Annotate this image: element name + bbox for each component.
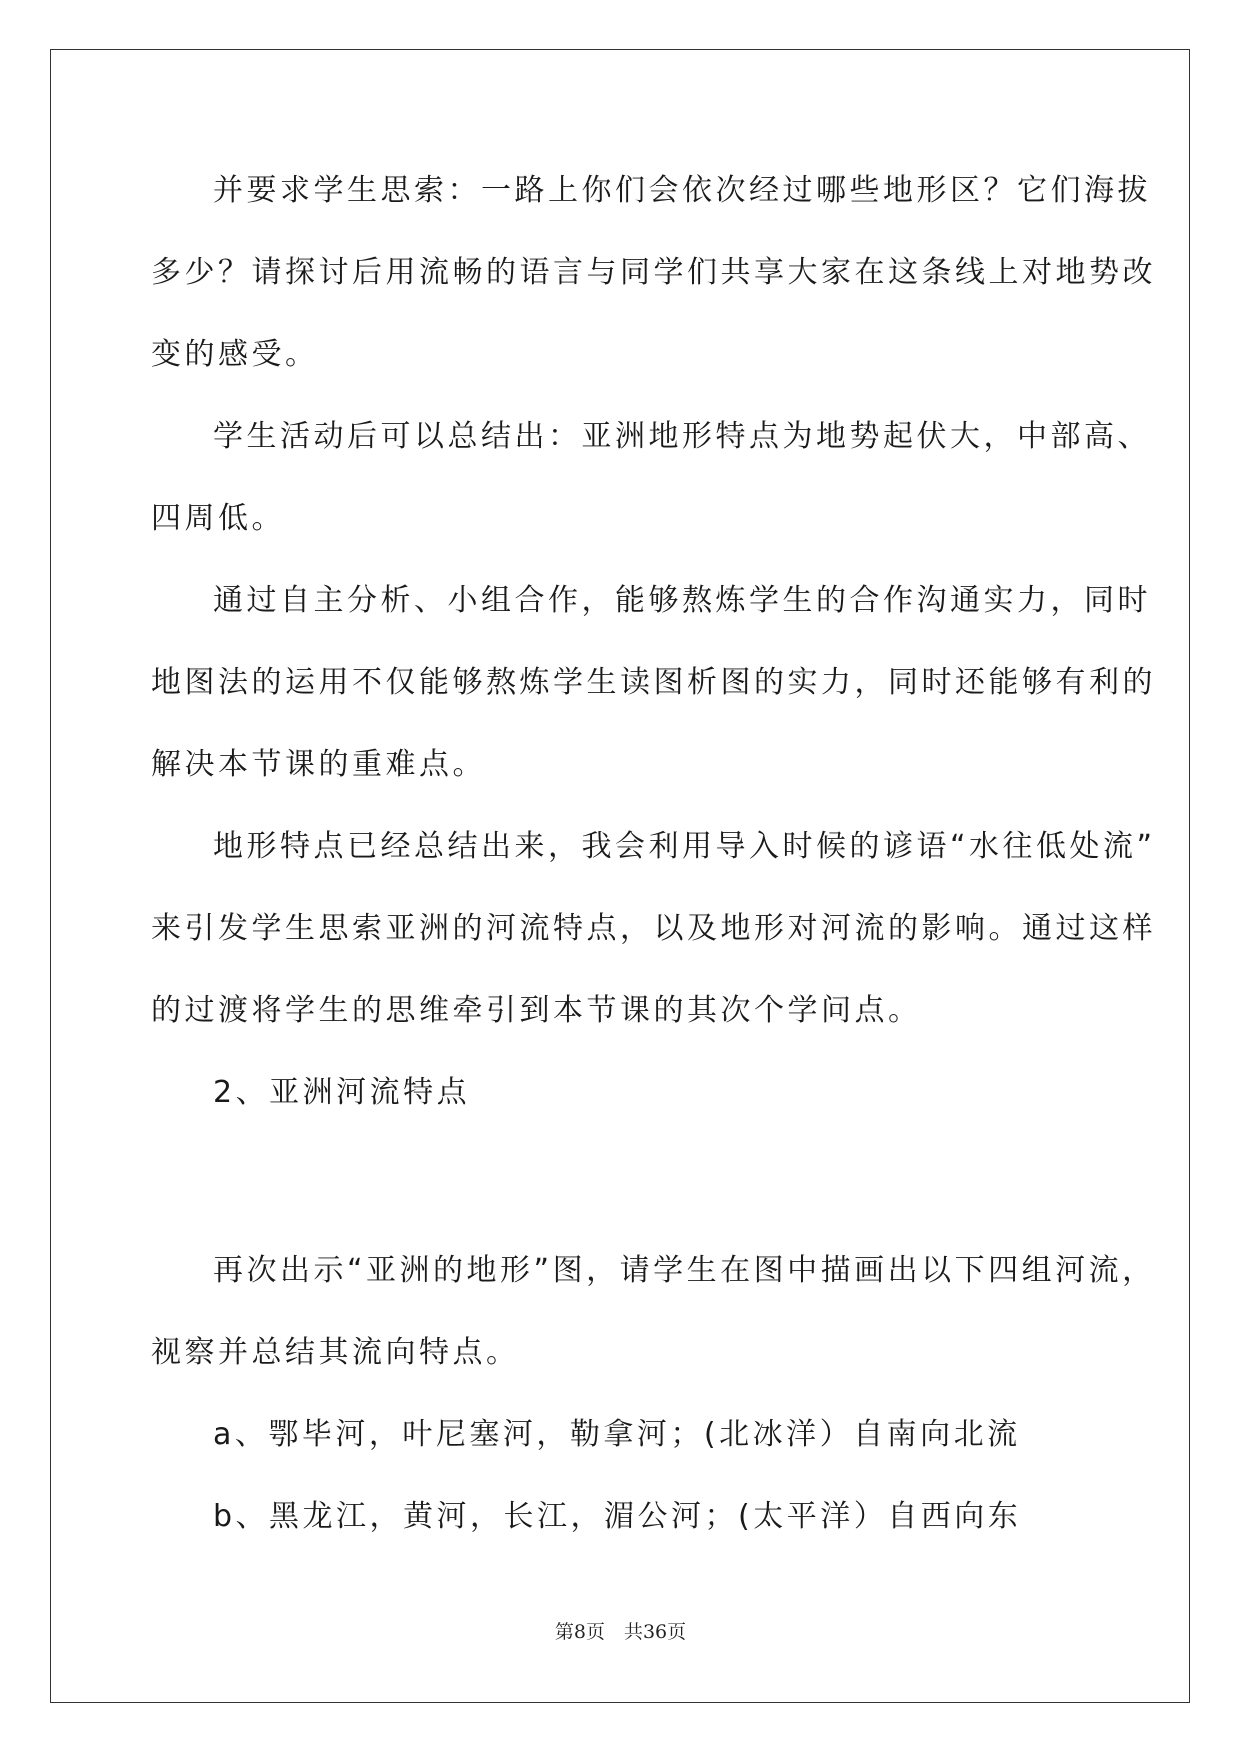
paragraph-line: 学生活动后可以总结出：亚洲地形特点为地势起伏大，中部高、 — [213, 419, 1151, 454]
paragraph-line: 并要求学生思索：一路上你们会依次经过哪些地形区？它们海拔 — [213, 173, 1151, 208]
paragraph-line: 变的感受。 — [151, 337, 319, 372]
document-body — [151, 164, 1156, 1572]
paragraph-line: 视察并总结其流向特点。 — [151, 1335, 520, 1370]
paragraph-line: 地图法的运用不仅能够熬炼学生读图析图的实力，同时还能够有利的 — [151, 665, 1156, 700]
list-item: a、鄂毕河，叶尼塞河，勒拿河；(北冰洋）自南向北流 — [213, 1417, 1021, 1452]
blank-spacer — [151, 1148, 1091, 1244]
paragraph-line: 通过自主分析、小组合作，能够熬炼学生的合作沟通实力，同时 — [213, 583, 1151, 618]
paragraph-line: 解决本节课的重难点。 — [151, 747, 486, 782]
paragraph-line: 地形特点已经总结出来，我会利用导入时候的谚语“水往低处流” — [213, 829, 1156, 864]
section-heading: 2、亚洲河流特点 — [213, 1075, 471, 1110]
paragraph-line: 的过渡将学生的思维牵引到本节课的其次个学问点。 — [151, 993, 922, 1028]
page-number: 第8页 共36页 — [554, 1621, 687, 1643]
list-item: b、黑龙江，黄河，长江，湄公河；(太平洋）自西向东 — [213, 1499, 1022, 1534]
paragraph-line: 来引发学生思索亚洲的河流特点，以及地形对河流的影响。通过这样 — [151, 911, 1156, 946]
paragraph-line: 再次出示“亚洲的地形”图，请学生在图中描画出以下四组河流， — [213, 1253, 1156, 1288]
paragraph-line: 四周低。 — [151, 501, 285, 536]
paragraph-line: 多少？请探讨后用流畅的语言与同学们共享大家在这条线上对地势改 — [151, 255, 1156, 290]
